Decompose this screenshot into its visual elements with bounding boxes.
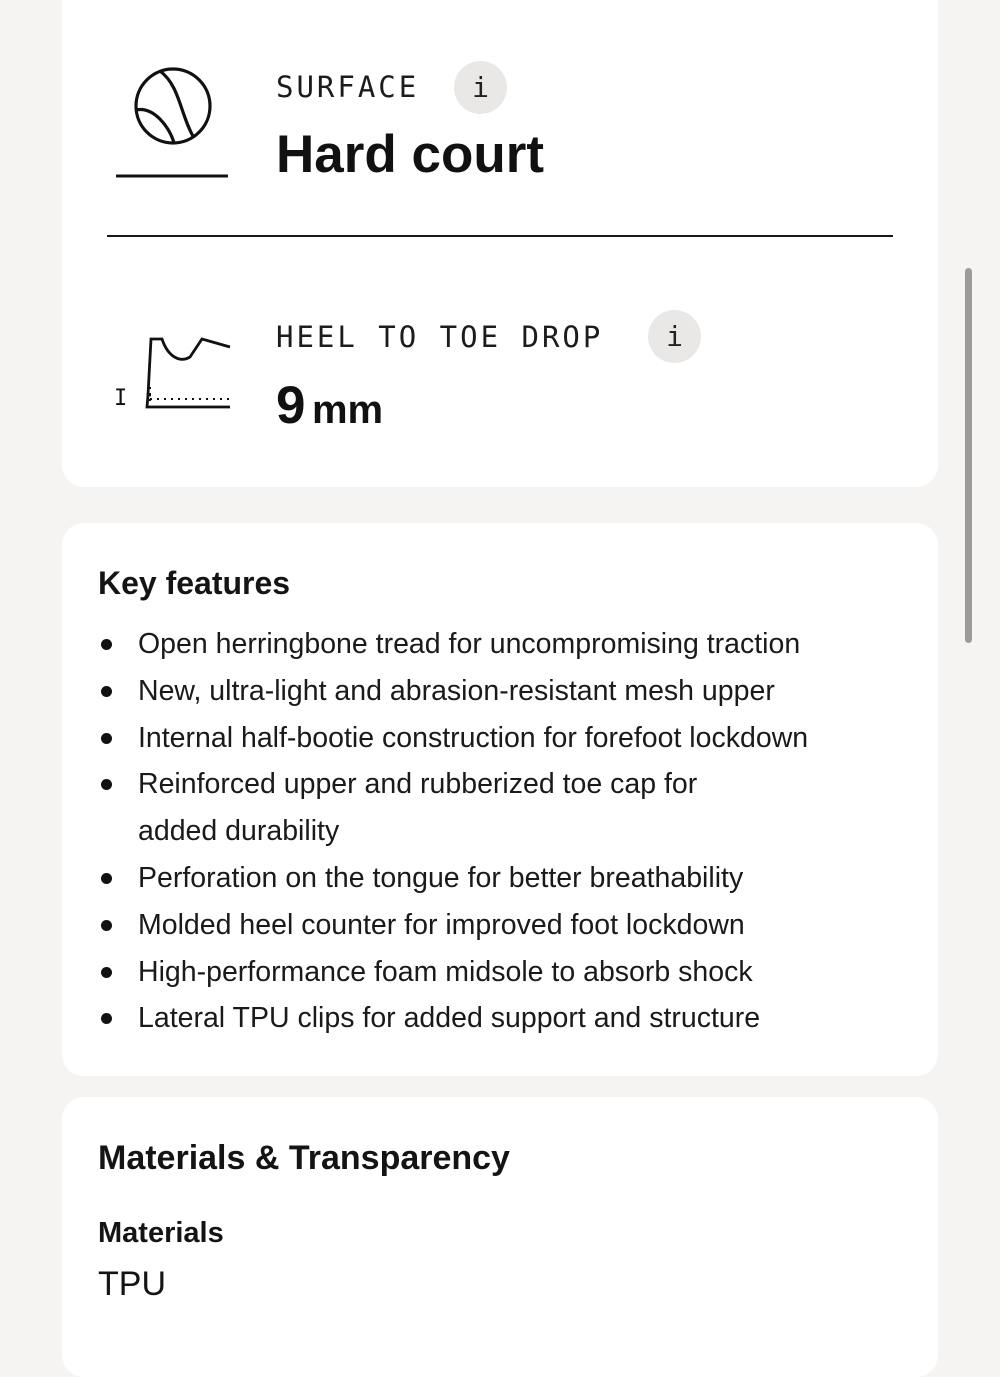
svg-text:I: I — [114, 386, 128, 411]
list-item: Molded heel counter for improved foot lockdown — [98, 902, 918, 949]
scrollbar[interactable] — [965, 268, 972, 643]
key-features-title: Key features — [98, 565, 291, 601]
list-item: Lateral TPU clips for added support and structure — [98, 995, 918, 1042]
shoe-drop-icon — [114, 327, 234, 427]
materials-subtitle: Materials — [98, 1217, 224, 1249]
drop-value — [276, 375, 383, 436]
key-features-list — [98, 621, 918, 1042]
surface-label: SURFACE — [276, 70, 420, 104]
tennis-ball-icon — [114, 66, 230, 180]
specs-card — [62, 0, 938, 487]
key-features-card — [62, 523, 938, 1076]
list-item: Perforation on the tongue for better breathability — [98, 855, 918, 902]
list-item: High-performance foam midsole to absorb shock — [98, 949, 918, 996]
surface-value: Hard court — [276, 125, 544, 184]
list-item: New, ultra-light and abrasion-resistant mesh upper — [98, 668, 918, 715]
list-item: Open herringbone tread for uncompromising traction — [98, 621, 918, 668]
materials-card — [62, 1097, 938, 1377]
drop-label: HEEL TO TOE DROP — [276, 320, 604, 354]
list-item: Reinforced upper and rubberized toe cap for added durability — [98, 761, 758, 855]
spec-divider — [107, 235, 893, 237]
list-item: Internal half-bootie construction for forefoot lockdown — [98, 715, 918, 762]
materials-value: TPU — [98, 1265, 166, 1303]
drop-value-number: 9 — [276, 376, 306, 435]
drop-info-button[interactable]: i — [648, 310, 701, 363]
materials-title: Materials & Transparency — [98, 1139, 510, 1177]
surface-info-button[interactable]: i — [454, 61, 507, 114]
drop-value-unit: mm — [311, 388, 384, 432]
